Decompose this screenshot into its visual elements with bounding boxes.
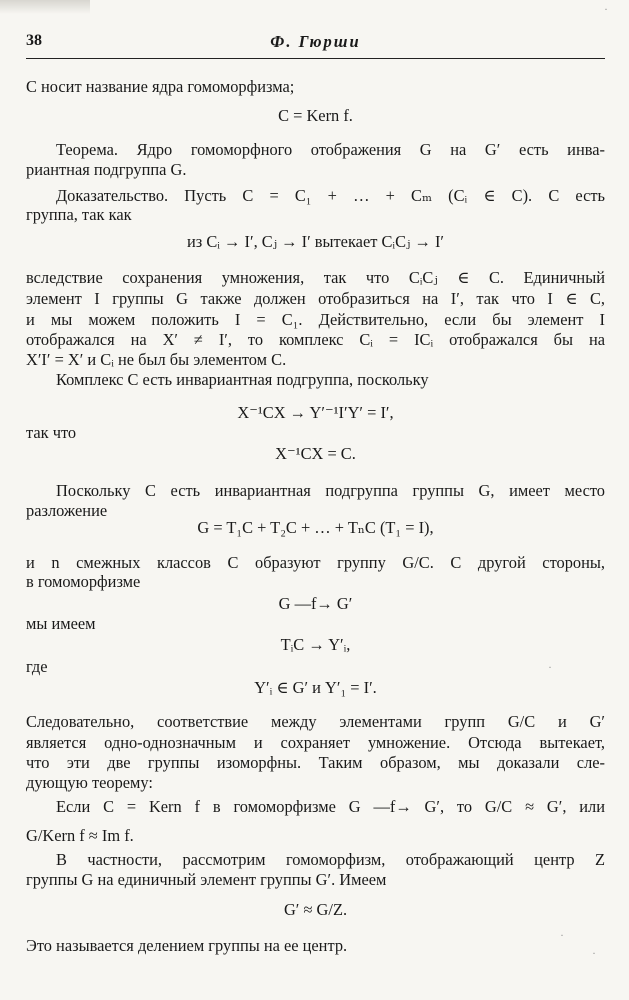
text-line: и n смежных классов C образуют группу G/C. С другой стороны, — [26, 553, 605, 572]
text-line: отображался на X′ ≠ I′, то комплекс Cᵢ = ICᵢ отображался бы на — [26, 330, 605, 349]
proof-line: Доказательство. Пусть C = C₁ + … + Cₘ (Cᵢ ∈ C). C есть — [56, 186, 605, 205]
text-line: является одно-однозначным и сохраняет умножение. Отсюда вытекает, — [26, 733, 605, 752]
scan-speck: · — [592, 946, 596, 960]
text-line: дующую теорему: — [26, 773, 153, 792]
theorem-line: Теорема. Ядро гомоморфного отображения G на G′ есть инва- — [56, 140, 605, 159]
text-line: Поскольку C есть инвариантная подгруппа группы G, имеет место — [56, 481, 605, 500]
text-line: Комплекс C есть инвариантная подгруппа, поскольку — [56, 370, 429, 389]
text-line: риантная подгруппа G. — [26, 160, 187, 179]
scan-speck: · — [604, 2, 608, 16]
text-line: так что — [26, 423, 77, 442]
formula-homomorphism: G —f→ G′ — [278, 594, 353, 613]
formula-quotient: G/Kern f ≈ Im f. — [26, 826, 134, 845]
text-line: группа, так как — [26, 205, 132, 224]
text-line: C носит название ядра гомоморфизма; — [26, 77, 295, 96]
running-title: Ф. Гюрши — [270, 32, 361, 51]
formula-coset-map: TᵢC → Y′ᵢ, — [280, 635, 351, 654]
text-line: X′I′ = X′ и Cᵢ не был бы элементом C. — [26, 350, 287, 369]
text-line: группы G на единичный элемент группы G′. Имеем — [26, 870, 387, 889]
text-line: где — [26, 657, 48, 676]
scan-speck: · — [548, 660, 552, 674]
text-line: разложение — [26, 501, 108, 520]
formula-decomposition: G = T₁C + T₂C + … + TₙC (T₁ = I), — [197, 518, 434, 537]
formula-map: из Cᵢ → I′, Cⱼ → I′ вытекает CᵢCⱼ → I′ — [187, 232, 444, 251]
text-line: что эти две группы изоморфны. Таким образом, мы доказали сле- — [26, 753, 605, 772]
formula-invariance: X⁻¹CX = C. — [275, 444, 356, 463]
page-header — [26, 32, 605, 54]
formula-images: Y′ᵢ ∈ G′ и Y′₁ = I′. — [254, 678, 377, 697]
page-number: 38 — [26, 32, 42, 49]
theorem-statement: Если C = Kern f в гомоморфизме G —f→ G′, то G/C ≈ G′, или — [56, 797, 605, 816]
formula-center-quotient: G′ ≈ G/Z. — [283, 900, 348, 919]
text-line: мы имеем — [26, 614, 96, 633]
formula-conjugation: X⁻¹CX → Y′⁻¹I′Y′ = I′, — [237, 403, 394, 422]
text-line: элемент I группы G также должен отобразиться на I′, так что I ∈ C, — [26, 289, 605, 308]
scan-speck: · — [560, 928, 564, 942]
text-line: В частности, рассмотрим гомоморфизм, отображающий центр Z — [56, 850, 605, 869]
text-line: Следовательно, соответствие между элементами групп G/C и G′ — [26, 712, 605, 731]
scan-noise — [0, 0, 90, 14]
text-line: и мы можем положить I = C₁. Действительно, если бы элемент I — [26, 310, 605, 329]
header-rule — [26, 58, 605, 59]
formula-kernel: C = Kern f. — [278, 106, 353, 125]
text-line: в гомоморфизме — [26, 572, 141, 591]
text-line: Это называется делением группы на ее центр. — [26, 936, 348, 955]
text-line: вследствие сохранения умножения, так что CᵢCⱼ ∈ C. Единичный — [26, 268, 605, 287]
